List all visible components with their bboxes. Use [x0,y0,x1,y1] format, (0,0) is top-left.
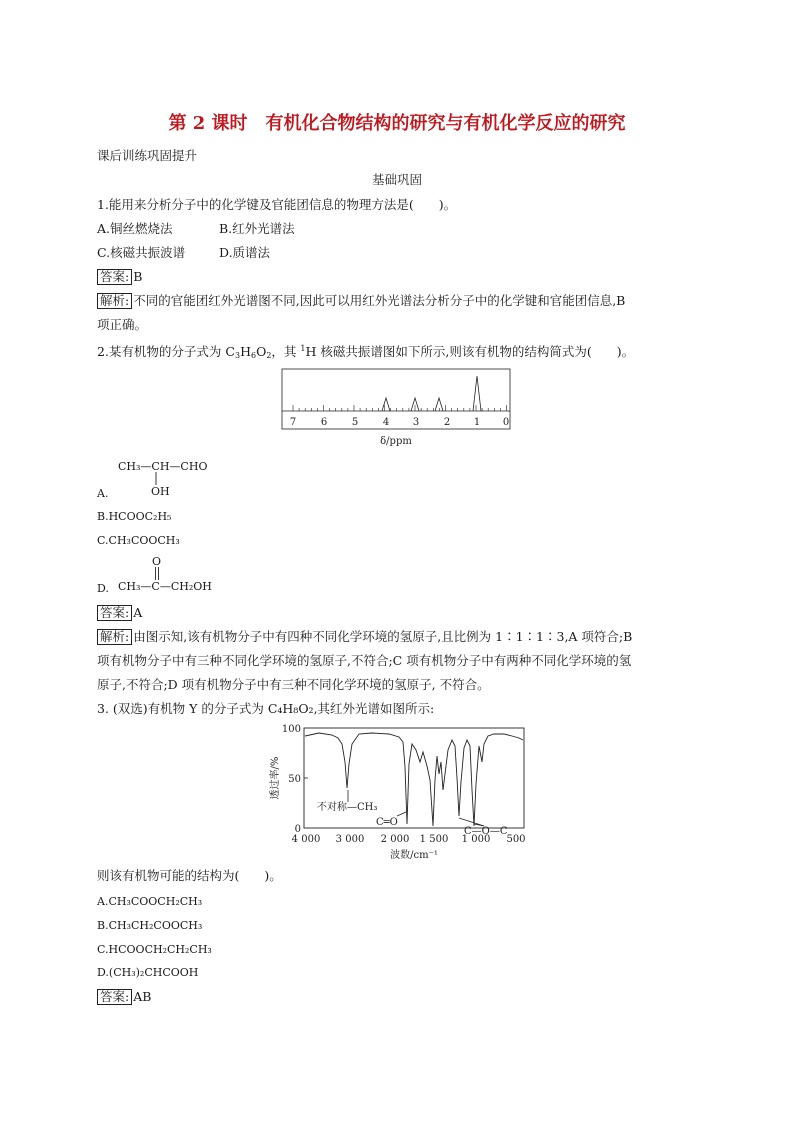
q2-answer-value: A [133,605,143,620]
q2-stem-o: O [256,344,267,359]
page-title: 第 2 课时 有机化合物结构的研究与有机化学反应的研究 [168,113,626,134]
q3-stem: 3. (双选)有机物 Y 的分子式为 C₄H₈O₂,其红外光谱如图所示: [97,701,435,716]
nmr-x-axis-label: δ/ppm [380,436,412,447]
q3-option-d: D.(CH₃)₂CHCOOH [97,966,199,979]
q2-stem [97,341,634,364]
q1-stem: 1.能用来分析分子中的化学键及官能团信息的物理方法是( )。 [97,197,457,212]
nmr-peak-1 [473,376,481,411]
nmr-tick-label: 3 [412,417,420,428]
q1-answer [97,269,142,285]
nmr-tick-label: 0 [502,417,510,428]
q2-stem-h: H [240,344,251,359]
ir-y-tick-label: 0 [294,824,301,835]
q1-analysis-line2: 项正确。 [97,317,148,332]
section-label: 课后训练巩固提升 [97,148,198,163]
q2-option-a-bond [150,472,162,486]
ir-y-tick-labels [282,724,301,835]
q2-analysis-line3: 原子,不符合;D 项有机物分子中有三种不同化学环境的氢原子, 不符合。 [97,677,490,692]
ir-x-tick-label: 4 000 [291,834,321,845]
nmr-spectrum [276,364,516,454]
q3-option-b: B.CH₃CH₂COOCH₃ [97,919,203,932]
q1-option-b: B.红外光谱法 [219,221,295,236]
q2-option-c: C.CH₃COOCH₃ [97,534,180,547]
q2-answer [97,605,142,621]
q1-option-a: A.铜丝燃烧法 [97,221,173,236]
ir-annotation-ch3: 不对称—CH₃ [317,802,378,813]
nmr-tick-label: 6 [320,417,328,428]
q2-option-d-label: D. [97,582,109,595]
nmr-peak-4 [382,398,390,411]
q2-option-a-formula-row1: CH₃—CH—CHO [118,460,208,473]
q2-option-d-formula-row2: CH₃—C—CH₂OH [118,580,212,593]
ir-y-tick-label: 100 [281,724,301,735]
q2-option-b: B.HCOOC₂H₅ [97,510,172,523]
nmr-tick-labels [290,417,509,428]
q2-stem-post: H 核磁共振谱图如下所示,则该有机物的结构简式为( )。 [305,344,635,359]
answer-label: 答案: [97,989,132,1005]
ir-y-axis-label: 透过率/% [270,756,281,800]
analysis-label: 解析: [97,629,132,645]
ir-x-axis-label: 波数/cm⁻¹ [390,850,438,861]
ir-x-tick-label: 1 500 [419,834,449,845]
nmr-tick-label: 7 [289,417,297,428]
nmr-tick-label: 2 [443,417,451,428]
ir-frame [304,728,524,828]
q2-analysis-line2: 项有机物分子中有三种不同化学环境的氢原子,不符合;C 项有机物分子中有两种不同化学环境的氢 [97,653,632,668]
ir-x-tick-label: 3 000 [335,834,365,845]
q2-analysis-line1 [97,629,632,645]
q1-analysis-text1: 不同的官能团红外光谱图不同,因此可以用红外光谱法分析分子中的化学键和官能团信息,B [133,293,626,308]
q2-option-a-label: A. [97,487,109,500]
q3-answer-value: AB [133,989,152,1004]
answer-label: 答案: [97,269,132,285]
q3-option-a: A.CH₃COOCH₂CH₃ [97,895,203,908]
analysis-label: 解析: [97,293,132,309]
ir-x-tick-label: 500 [506,834,526,845]
q2-stem-sub2: 6 [250,351,257,360]
ir-x-tick-label: 2 000 [380,834,410,845]
nmr-minor-ticks [293,405,507,411]
q2-option-a-formula-row2: OH [151,485,170,498]
nmr-peak-2 [435,398,443,411]
q2-analysis-text1: 由图示知,该有机物分子中有四种不同化学环境的氢原子,且比例为 1∶1∶1∶3,A 项符合;B [133,629,633,644]
ir-spectrum [264,722,534,864]
q1-analysis-line1 [97,293,625,309]
ir-y-tick-label: 50 [288,774,301,785]
q1-option-c: C.核磁共振波谱 [97,245,186,260]
q2-stem-mid: ，其 [271,344,301,359]
q2-stem-sup: 1 [300,344,306,353]
q3-option-c: C.HCOOCH₂CH₂CH₃ [97,943,212,956]
ir-annotation-co: C═O [376,817,398,828]
nmr-tick-label: 4 [382,417,390,428]
ir-annotation-coc: C—O—C [464,826,508,837]
q2-stem-pre: 2.某有机物的分子式为 C [97,344,235,359]
q2-option-d-formula-row1: O [152,555,162,568]
q2-option-d-double-bond [151,567,163,581]
nmr-tick-label: 1 [473,417,481,428]
subsection-label: 基础巩固 [371,172,422,187]
q3-follow: 则该有机物可能的结构为( )。 [97,868,282,883]
q3-answer [97,989,151,1005]
q1-option-d: D.质谱法 [219,245,271,260]
ir-x-tick-label: 1 000 [461,834,491,845]
q2-stem-sub3: 2 [266,351,272,360]
q1-answer-value: B [133,269,143,284]
q2-stem-sub1: 3 [234,351,241,360]
nmr-tick-label: 5 [351,417,359,428]
answer-label: 答案: [97,605,132,621]
